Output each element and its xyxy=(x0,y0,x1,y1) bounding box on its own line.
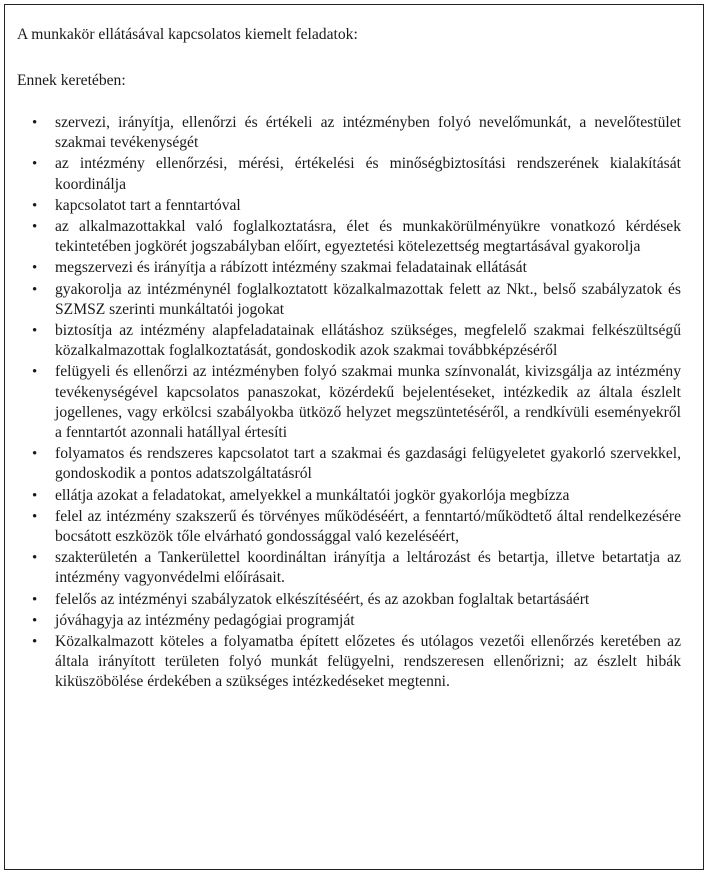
task-text: gyakorolja az intézménynél foglalkoztatott közalkalmazottak felett az Nkt., belső szabályzatok és SZMSZ szerinti munkáltatói jogokat xyxy=(55,280,681,318)
task-text: az alkalmazottakkal való foglalkoztatásra, élet és munkakörülményükre vonatkozó kérdések tekintetében jogkörét jogszabályban előírt, egyeztetési kötelezettség megtartásával gyakorolja xyxy=(55,218,681,256)
task-list-item xyxy=(5,362,705,443)
bullet-icon: • xyxy=(32,219,38,236)
task-text: kapcsolatot tart a fenntartóval xyxy=(55,196,241,214)
bullet-icon: • xyxy=(32,364,38,381)
task-text: megszervezi és irányítja a rábízott intézmény szakmai feladatainak ellátását xyxy=(55,259,527,277)
task-list-item xyxy=(5,444,705,484)
intro-text: Ennek keretében: xyxy=(17,72,126,89)
task-list-item xyxy=(5,486,705,506)
bullet-icon: • xyxy=(32,323,38,340)
task-text: felelős az intézményi szabályzatok elkészítéséért, és az azokban foglaltak betartásáért xyxy=(55,590,590,608)
task-list-item xyxy=(5,258,705,278)
bullet-icon: • xyxy=(32,487,38,504)
task-text: szakterületén a Tankerülettel koordináltan irányítja a leltározást és betartja, illetve betartatja az intézmény vagyonvédelmi előírásait. xyxy=(55,549,681,587)
task-list xyxy=(5,113,705,694)
task-list-item xyxy=(5,113,705,153)
task-list-item xyxy=(5,321,705,361)
task-text: folyamatos és rendszeres kapcsolatot tart a szakmai és gazdasági felügyeletet gyakorló szervekkel, gondoskodik a pontos adatszolgáltatásról xyxy=(55,445,681,483)
section-heading: A munkakör ellátásával kapcsolatos kiemelt feladatok: xyxy=(17,26,358,43)
task-list-item xyxy=(5,590,705,610)
task-text: felel az intézmény szakszerű és törvényes működéséért, a fenntartó/működtető által rendelkezésére bocsátott eszközök tőle elvárható gondossággal való kezeléséért, xyxy=(55,507,681,546)
bullet-icon: • xyxy=(32,446,38,463)
task-text: szervezi, irányítja, ellenőrzi és értékeli az intézményben folyó nevelőmunkát, a nevelőtestület szakmai tevékenységét xyxy=(55,114,681,152)
bullet-icon: • xyxy=(32,591,38,608)
task-text: biztosítja az intézmény alapfeladatainak ellátáshoz szükséges, megfelelő szakmai felkészültségű közalkalmazottak foglalkoztatását, gondoskodik azok szakmai továbbképzéséről xyxy=(55,322,681,360)
task-text: jóváhagyja az intézmény pedagógiai programját xyxy=(55,611,355,629)
task-list-item xyxy=(5,507,705,547)
bullet-icon: • xyxy=(32,115,38,131)
task-list-item xyxy=(5,196,705,216)
bullet-icon: • xyxy=(32,634,38,651)
task-list-item xyxy=(5,217,705,257)
task-list-item xyxy=(5,154,705,194)
bullet-icon: • xyxy=(32,197,38,214)
task-text: ellátja azokat a feladatokat, amelyekkel a munkáltatói jogkör gyakorlója megbízza xyxy=(55,486,570,504)
bullet-icon: • xyxy=(32,156,38,173)
bullet-icon: • xyxy=(32,260,38,277)
task-list-item xyxy=(5,632,705,693)
task-list-item xyxy=(5,611,705,631)
task-list-item xyxy=(5,548,705,588)
task-text: Közalkalmazott köteles a folyamatba épített előzetes és utólagos vezetői ellenőrzés keretében az általa irányított területen folyó munkát felügyelni, rendszeresen ellenőrizni; az észlelt hibák kiküszöbölése érdekében a szükséges intézkedéseket megtenni. xyxy=(55,633,681,691)
bullet-icon: • xyxy=(32,281,38,298)
task-list-item xyxy=(5,280,705,320)
task-text: felügyeli és ellenőrzi az intézményben folyó szakmai munka színvonalát, kivizsgálja az intézmény tevékenységével kapcsolatos panaszokat, közérdekű bejelentéseket, intézkedik az általa észlelt jogellenes, vagy erkölcsi szabályokba ütköző helyzet megszüntetéséről, a rendkívüli eseményekről a fenntartót azonnali hatállyal értesíti xyxy=(55,363,681,442)
task-text: az intézmény ellenőrzési, mérési, értékelési és minőségbiztosítási rendszerének kialakítását koordinálja xyxy=(55,155,681,193)
bullet-icon: • xyxy=(32,550,38,567)
document-frame xyxy=(4,4,704,870)
bullet-icon: • xyxy=(32,508,38,525)
bullet-icon: • xyxy=(32,612,38,629)
